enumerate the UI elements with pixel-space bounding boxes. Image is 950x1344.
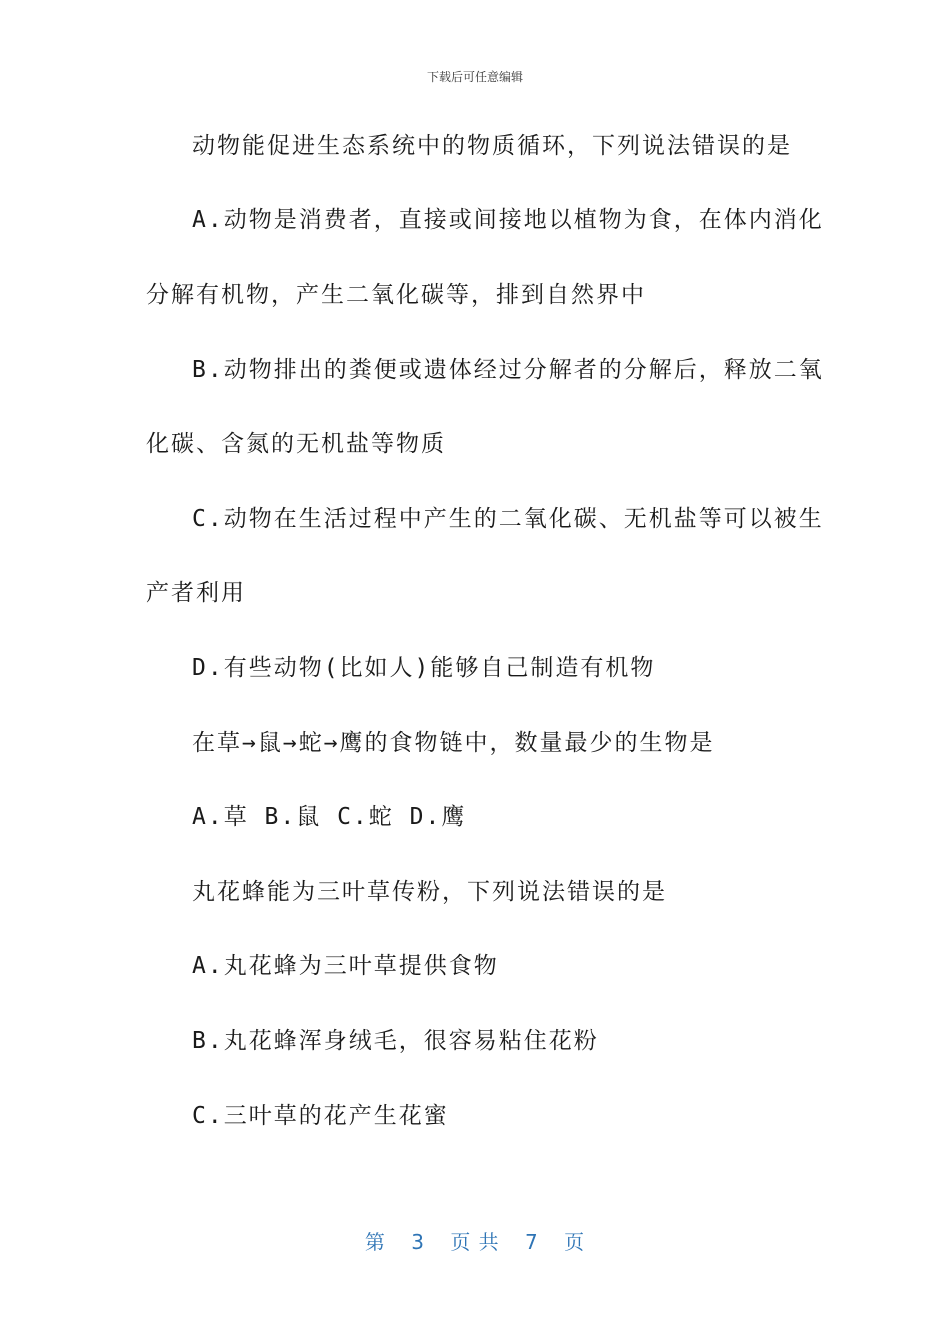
question-1-option-d: D.有些动物(比如人)能够自己制造有机物 <box>192 655 656 681</box>
footer-prefix: 第 <box>364 1230 386 1254</box>
question-1-option-c-continued: 产者利用 <box>146 580 246 606</box>
question-1-option-a-continued: 分解有机物，产生二氧化碳等，排到自然界中 <box>146 282 646 308</box>
footer-total-pages: 7 <box>525 1230 539 1254</box>
question-2-options: A.草 B.鼠 C.蛇 D.鹰 <box>192 804 467 830</box>
footer-middle: 页 共 <box>450 1230 500 1254</box>
footer-suffix: 页 <box>564 1230 586 1254</box>
question-3-option-a: A.丸花蜂为三叶草提供食物 <box>192 953 499 979</box>
question-2-stem: 在草→鼠→蛇→鹰的食物链中，数量最少的生物是 <box>192 730 715 756</box>
question-1-option-b: B.动物排出的粪便或遗体经过分解者的分解后，释放二氧 <box>192 357 824 383</box>
question-1-stem: 动物能促进生态系统中的物质循环，下列说法错误的是 <box>192 133 792 159</box>
question-3-stem: 丸花蜂能为三叶草传粉，下列说法错误的是 <box>192 879 667 905</box>
question-1-option-b-continued: 化碳、含氮的无机盐等物质 <box>146 431 446 457</box>
footer-page-number: 3 <box>411 1230 425 1254</box>
question-1-option-c: C.动物在生活过程中产生的二氧化碳、无机盐等可以被生 <box>192 506 824 532</box>
question-3-option-c: C.三叶草的花产生花蜜 <box>192 1103 449 1129</box>
page-header: 下载后可任意编辑 <box>426 70 523 84</box>
page-footer <box>0 1226 950 1255</box>
question-3-option-b: B.丸花蜂浑身绒毛，很容易粘住花粉 <box>192 1028 599 1054</box>
question-1-option-a: A.动物是消费者，直接或间接地以植物为食，在体内消化 <box>192 207 824 233</box>
